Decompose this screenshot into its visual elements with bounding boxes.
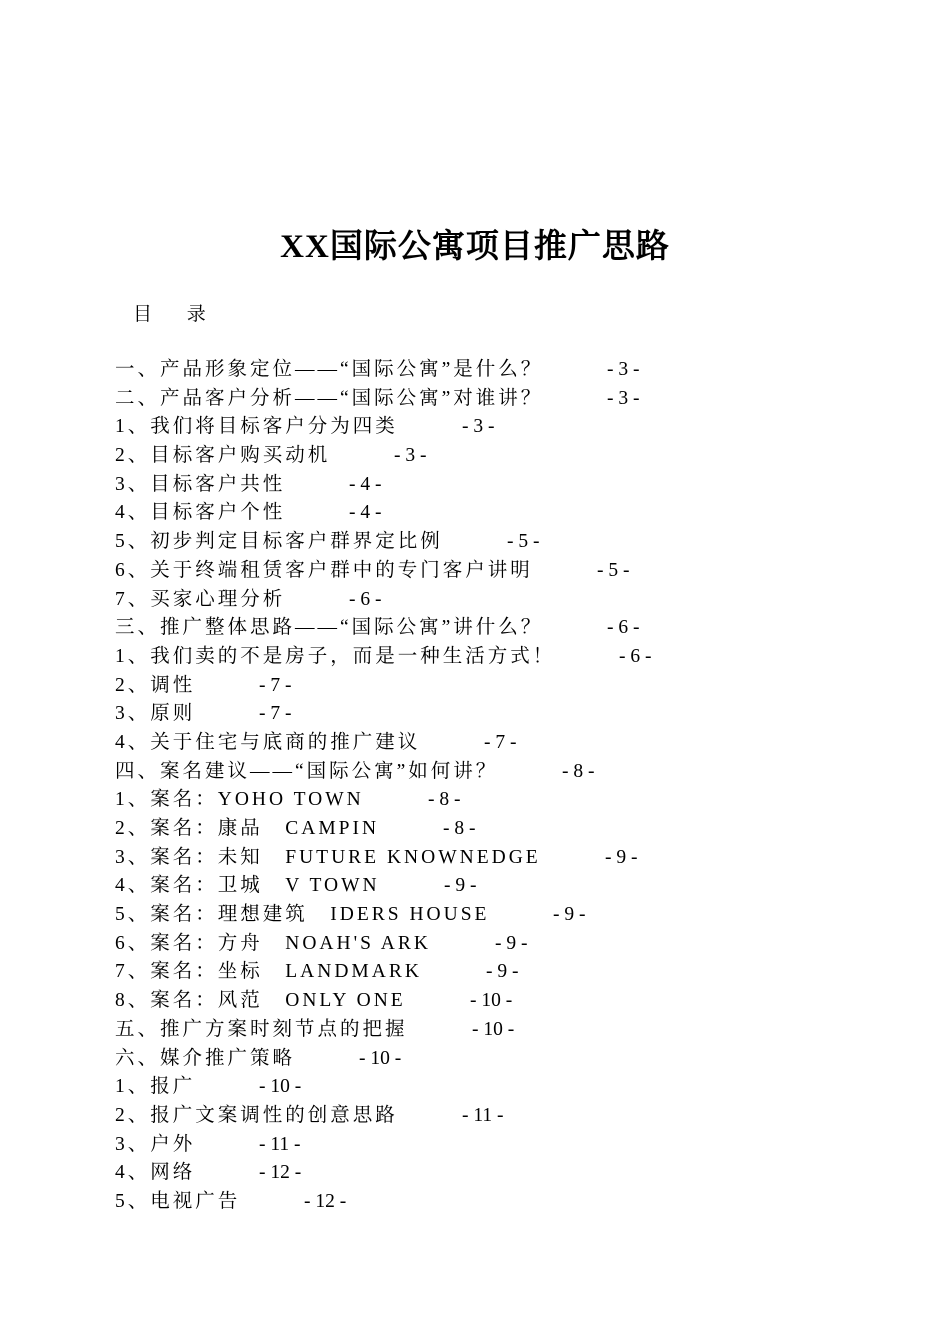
toc-entry[interactable] [115,758,595,787]
toc-entry[interactable] [115,528,555,557]
toc-entry[interactable] [115,1102,555,1131]
toc-entry-title: 7、买家心理分析 [115,588,286,610]
toc-entry-page-number: - 9 - [605,846,638,868]
toc-entry-title: 4、目标客户个性 [115,502,286,524]
toc-entry-title: 六、媒介推广策略 [115,1047,296,1069]
toc-entry-title: 五、推广方案时刻节点的把握 [115,1018,408,1040]
toc-entry[interactable] [115,356,640,385]
toc-heading: 目 录 [133,304,206,325]
toc-entry-title: 1、案名：YOHO TOWN [115,789,364,811]
toc-entry[interactable] [115,930,555,959]
toc-entry-page-number: - 8 - [428,789,461,811]
toc-entry-title: 3、户外 [115,1133,196,1155]
toc-entry-page-number: - 10 - [259,1076,302,1098]
toc-entry[interactable] [115,442,555,471]
toc-entry-title: 4、网络 [115,1162,196,1184]
toc-entry-page-number: - 5 - [597,559,630,581]
toc-entry[interactable] [115,471,555,500]
toc-entry-title: 二、产品客户分析——“国际公寓”对谁讲？ [115,387,544,409]
toc-entry-page-number: - 10 - [470,990,513,1012]
toc-entry-page-number: - 11 - [462,1104,504,1126]
toc-entry-title: 6、关于终端租赁客户群中的专门客户讲明 [115,559,533,581]
toc-entry[interactable] [115,786,555,815]
toc-entry-page-number: - 9 - [495,932,528,954]
toc-entry[interactable] [115,614,640,643]
toc-entry-page-number: - 8 - [562,760,595,782]
toc-entry-page-number: - 10 - [472,1018,515,1040]
toc-entry-title: 四、案名建议——“国际公寓”如何讲？ [115,760,499,782]
toc-entry[interactable] [115,557,630,586]
toc-entry[interactable] [115,385,640,414]
toc-entry-title: 2、调性 [115,674,196,696]
toc-entry-page-number: - 9 - [553,904,586,926]
toc-entry[interactable] [115,700,555,729]
toc-entry-title: 一、产品形象定位——“国际公寓”是什么？ [115,359,544,380]
toc-entry-title: 1、我们将目标客户分为四类 [115,416,398,438]
toc-entry-title: 5、初步判定目标客户群界定比例 [115,531,443,553]
toc-entry[interactable] [115,586,555,615]
toc-entry-title: 3、目标客户共性 [115,473,286,495]
toc-entry[interactable] [115,1016,555,1045]
toc-entry-page-number: - 9 - [486,961,519,983]
toc-entry-title: 4、关于住宅与底商的推广建议 [115,731,421,753]
toc-entry-title: 1、我们卖的不是房子，而是一种生活方式！ [115,645,556,667]
toc-entry[interactable] [115,1188,555,1217]
toc-entry-page-number: - 4 - [349,473,382,495]
toc-entry[interactable] [115,499,555,528]
toc-entry-page-number: - 3 - [394,445,427,467]
toc-entry-title: 3、案名：未知 FUTURE KNOWNEDGE [115,846,541,868]
toc-entry-title: 3、原则 [115,703,196,725]
toc-entry[interactable] [115,815,555,844]
toc-entry[interactable] [115,413,555,442]
toc-entry-title: 4、案名：卫城 V TOWN [115,875,380,897]
toc-entry-title: 5、电视广告 [115,1190,241,1212]
toc-entry[interactable] [115,729,555,758]
toc-entry-page-number: - 6 - [349,588,382,610]
toc-entry[interactable] [115,672,555,701]
toc-entry[interactable] [115,643,652,672]
toc-entry-page-number: - 3 - [607,387,640,409]
toc-entry-page-number: - 5 - [507,531,540,553]
toc-entry-title: 2、目标客户购买动机 [115,445,331,467]
toc-entry[interactable] [115,844,638,873]
toc-entry-page-number: - 10 - [359,1047,402,1069]
document-title: XX国际公寓项目推广思路 [280,229,670,265]
toc-entry-title: 8、案名：风范 ONLY ONE [115,990,406,1012]
toc-entry-page-number: - 6 - [619,645,652,667]
toc-entry-page-number: - 7 - [259,674,292,696]
toc-entry-page-number: - 9 - [444,875,477,897]
toc-entry[interactable] [115,1073,555,1102]
toc-entry[interactable] [115,1131,555,1160]
toc-entry-page-number: - 6 - [607,617,640,639]
toc-entry-page-number: - 4 - [349,502,382,524]
toc-entry-page-number: - 7 - [259,703,292,725]
toc-entry-page-number: - 7 - [484,731,517,753]
toc-entry-title: 7、案名：坐标 LANDMARK [115,961,422,983]
toc-entry[interactable] [115,872,555,901]
toc-entry-title: 1、报广 [115,1076,196,1098]
toc-entry-page-number: - 3 - [607,359,640,380]
toc-entry[interactable] [115,1159,555,1188]
toc-entry[interactable] [115,987,555,1016]
toc-entry[interactable] [115,901,586,930]
toc-entry-title: 2、报广文案调性的创意思路 [115,1104,398,1126]
toc-entry[interactable] [115,958,555,987]
toc-entry-page-number: - 12 - [304,1190,347,1212]
toc-entry-title: 6、案名：方舟 NOAH'S ARK [115,932,431,954]
toc-entry-page-number: - 3 - [462,416,495,438]
toc-entry-page-number: - 11 - [259,1133,301,1155]
table-of-contents [115,356,652,1217]
toc-entry-title: 三、推广整体思路——“国际公寓”讲什么？ [115,617,544,639]
toc-entry-title: 2、案名：康品 CAMPIN [115,818,380,839]
toc-entry-title: 5、案名：理想建筑 IDERS HOUSE [115,904,490,926]
toc-entry-page-number: - 8 - [443,818,476,839]
toc-entry-page-number: - 12 - [259,1162,302,1184]
toc-entry[interactable] [115,1045,555,1074]
